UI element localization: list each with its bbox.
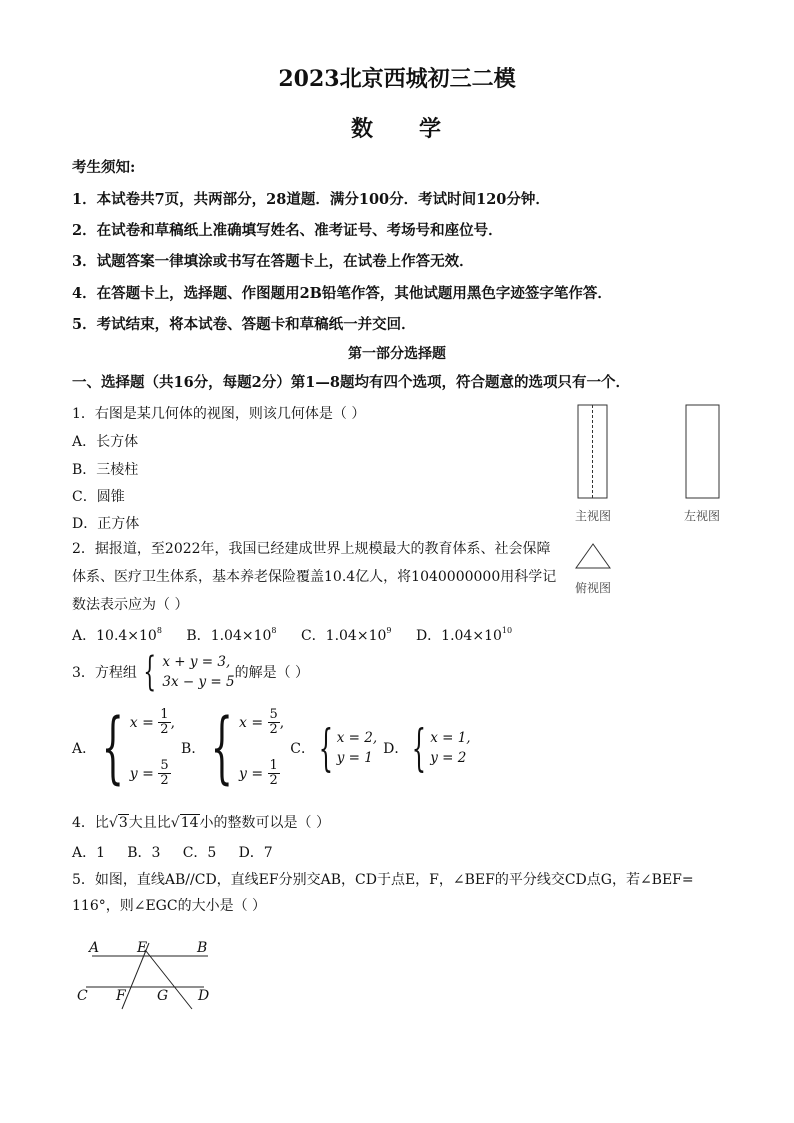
- q4-stem: 4．比√3大且比√14小的整数可以是（ ）: [72, 815, 330, 831]
- bisector-eg: [146, 951, 192, 1009]
- q2-option-c: C．$1.04\times 10^9$: [300, 626, 392, 644]
- q3-option-a: A． { x = $\frac{1}{2}$ , y = $\frac{5}{2}$: [72, 703, 176, 793]
- notice-item: 5．考试结束，将本试卷、答题卡和草稿纸一并交回．: [72, 316, 416, 333]
- left-view-rect: [686, 405, 719, 498]
- q3-options: [72, 703, 477, 793]
- top-view-triangle: [576, 544, 610, 568]
- notice-heading: 考生须知:: [72, 159, 136, 176]
- q2-option-a: A．$10.4\times 10^8$: [72, 626, 162, 644]
- q1-option-c: C．圆锥: [72, 489, 125, 505]
- q2-stem: 2．据报道，至2022年，我国已经建成世界上规模最大的教育体系、社会保障体系、医疗卫生体系，基本养老保险覆盖10.4亿人，将1040000000用科学记数法表示应为（ ）: [72, 541, 557, 613]
- point-label-f: F: [116, 988, 126, 1004]
- q1-option-b: B．三棱柱: [72, 462, 139, 478]
- q3-option-c: C． { x = 2, y = 1: [290, 719, 378, 777]
- sqrt-14: √14: [170, 815, 199, 831]
- exam-title: 2023北京西城初三二模: [278, 66, 516, 92]
- notice-item: 2．在试卷和草稿纸上准确填写姓名、准考证号、考场号和座位号．: [72, 222, 503, 239]
- q3-system-brace: {: [143, 649, 157, 695]
- q5-stem-line1: 5．如图，直线AB//CD，直线EF分别交AB，CD于点E，F，∠BEF的平分线交CD点G，若∠BEF=: [72, 872, 694, 888]
- top-view-label: 俯视图: [575, 581, 612, 595]
- subject-title: [0, 112, 794, 143]
- three-view-figure: [570, 400, 730, 600]
- q2-option-d: D．$1.04\times 10^{10}$: [415, 626, 513, 644]
- point-label-b: B: [197, 940, 208, 956]
- point-label-e: E: [137, 940, 148, 956]
- q2-options: [72, 625, 512, 645]
- q3-eq1: x + y = 3,: [162, 654, 231, 670]
- q1-option-d: D．正方体: [72, 516, 140, 532]
- subject-char-2: 学: [419, 116, 444, 142]
- section-title: 第一部分选择题: [348, 346, 446, 362]
- front-view-label: 主视图: [575, 509, 612, 523]
- notice-item: 4．在答题卡上，选择题、作图题用2B铅笔作答，其他试题用黑色字迹签字笔作答．: [72, 285, 612, 302]
- point-label-d: D: [198, 988, 210, 1004]
- point-label-a: A: [89, 940, 100, 956]
- point-label-c: C: [77, 988, 88, 1004]
- point-label-g: G: [157, 988, 169, 1004]
- left-view-label: 左视图: [684, 509, 721, 523]
- q3-system: [162, 652, 234, 692]
- subject-char-1: 数: [350, 116, 375, 142]
- q1-option-a: A．长方体: [72, 434, 139, 450]
- q2-option-b: B．$1.04\times 10^8$: [186, 626, 277, 644]
- sqrt-3: √3: [108, 815, 128, 831]
- q5-stem-line2: 116°，则∠EGC的大小是（ ）: [72, 898, 267, 914]
- notice-item: 3．试题答案一律填涂或书写在答题卡上，在试卷上作答无效．: [72, 253, 474, 270]
- q1-stem: 1．右图是某几何体的视图，则该几何体是（ ）: [72, 406, 366, 422]
- q3-eq2: 3x − y = 5: [162, 674, 235, 690]
- q3-stem: 3．方程组 { x + y = 3, 3x − y = 5 的解是（ ）: [72, 649, 310, 695]
- notice-item: 1．本试卷共7页，共两部分，28道题．满分100分．考试时间120分钟．: [72, 191, 550, 208]
- part-heading: 一、选择题（共16分，每题2分）第1—8题均有四个选项，符合题意的选项只有一个．: [72, 374, 630, 391]
- q3-option-d: D． { x = 1, y = 2: [383, 719, 471, 777]
- q4-options: A．1 B．3 C．5 D．7: [72, 845, 273, 861]
- q3-option-b: B． { x = $\frac{5}{2}$ , y = $\frac{1}{2}$: [181, 703, 285, 793]
